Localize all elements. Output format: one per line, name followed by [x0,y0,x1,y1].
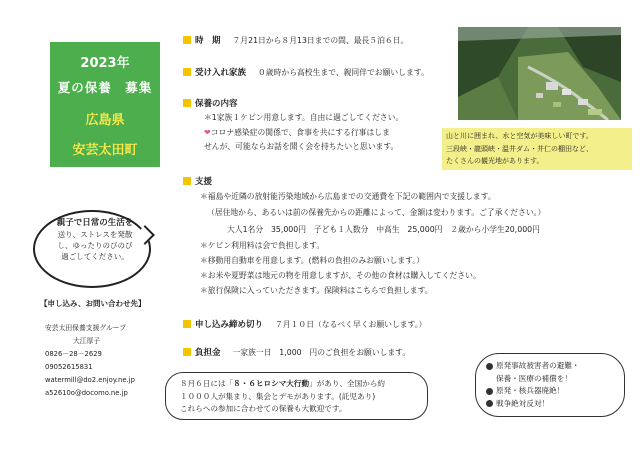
bubble-line: 親子で日常の生活を [56,218,134,228]
contact-info [45,322,165,400]
slogan-box [475,353,625,417]
deadline-value: ７月１０日（なるべく早くお願いします。） [275,319,427,329]
slogan-item [486,398,614,411]
hiroshima-line-1 [180,378,413,391]
fee-label: 負担金 [195,348,221,358]
photo-caption [442,128,632,170]
title-panel [50,42,160,167]
fee-value: 一家族一日 1,000 円のご負担をお願いします。 [232,347,411,357]
contact-phone: 0826－28－2629 [45,350,102,358]
support-label: 支援 [195,177,213,187]
bubble-line: し、ゆったりのびのび [57,241,133,250]
content-line-2 [204,127,390,138]
period-label: 時 期 [195,36,221,46]
title-prefecture: 広島県 [85,113,125,128]
hiroshima-box [165,372,428,420]
support-line-6: ＊お米や夏野菜は地元の物を用意しますが、その他の食材は購入してください。 [200,271,481,280]
heading-marker [183,320,191,328]
hiroshima-text: 」があり、全国から約 [309,379,386,388]
heading-marker [183,348,191,356]
hiroshima-line-3: これらへの参加に合わせての保養も大歓迎です。 [180,404,347,413]
slogan-item [486,385,614,398]
period-value: ７月21日から８月13日までの間、最長５泊６日。 [232,35,409,45]
content-line-2-text: コロナ感染症の関係で、食事を共にする行事はしま [210,128,390,137]
bullet-icon [486,400,493,407]
support-line-2: （居住地から、あるいは前の保養先からの距離によって、金額は変わります。ご了承ください。） [207,208,546,217]
contact-org: 安芸太田保養支援グループ [45,324,127,332]
contact-heading: 【申し込み、お問い合わせ先】 [40,299,146,308]
title-year: 2023年 [80,56,130,71]
content-line-3: せんが、可能ならお話を聞く会を持ちたいと思います。 [204,142,399,151]
caption-line: 三段峡・龍頭峡・温井ダム・井仁の棚田など、 [446,144,593,153]
bullet-icon [486,388,493,395]
caption-line: たくさんの観光地があります。 [446,157,544,165]
support-line-3: 大人1名分 35,000円 子ども１人数分 中高生 25,000円 ２歳から小学生20,000円 [227,225,540,234]
support-line-4: ＊ケビン利用料は会で負担します。 [200,241,325,250]
title-main: 夏の保養 募集 [57,80,153,95]
slogan-text: 原発・核兵器廃絶！ [496,386,565,395]
bubble-text [46,218,144,262]
slogan-text: 戦争絶対反対！ [496,398,550,408]
heading-marker [183,36,191,44]
bullet-icon [486,363,493,370]
deadline-section [183,318,426,330]
heading-marker [183,177,191,185]
heading-marker [183,99,191,107]
bubble-line: 送り、ストレスを発散 [57,230,133,239]
hiroshima-text: ８月６日には「 [180,379,234,388]
valley-photo [458,27,621,120]
bubble-line: 過ごしてください。 [61,252,129,261]
slogan-item [486,360,614,373]
support-line-5: ＊移動用自動車を用意します。(燃料の負担のみお願いします。） [200,256,425,265]
families-label: 受け入れ家族 [195,68,247,78]
caption-line: 山と川に囲まれ、水と空気が美味しい町です。 [446,132,593,140]
support-line-7: ＊旅行保険に入っていただきます。保険料はこちらで負担します。 [200,286,433,295]
families-value: ０歳時から高校生まで、親同伴でお願いします。 [258,67,429,77]
deadline-label: 申し込み締め切り [195,320,264,330]
content-line-1: ＊1家族１ケビン用意します。自由に過ごしてください。 [204,113,404,122]
slogan-item-cont: 保養・医療の補償を！ [496,373,572,383]
heart-icon: ❤ [204,128,211,137]
contact-person: 大江厚子 [73,337,101,345]
content-label: 保養の内容 [195,99,238,109]
families-section [183,66,429,78]
slogan-text: 原発事故被害者の避難・ [496,361,580,370]
hiroshima-event: ８・６ヒロシマ大行動 [233,379,310,388]
support-line-1: ＊福島や近隣の放射能汚染地域から広島までの交通費を下記の範囲内で支援します。 [200,192,496,201]
fee-section [183,346,410,358]
period-section [183,34,408,46]
hiroshima-line-2: １０００人が集まり、集会とデモがあります。(託児あり) [180,391,376,401]
contact-email-1[interactable]: watermill@do2.enjoy.ne.jp [45,376,135,384]
support-section [183,175,212,187]
title-town: 安芸太田町 [72,143,138,158]
heading-marker [183,68,191,76]
contact-mobile: 09052615831 [45,363,93,371]
contact-email-2[interactable]: a52610o@docomo.ne.jp [45,389,128,397]
content-section [183,97,238,109]
